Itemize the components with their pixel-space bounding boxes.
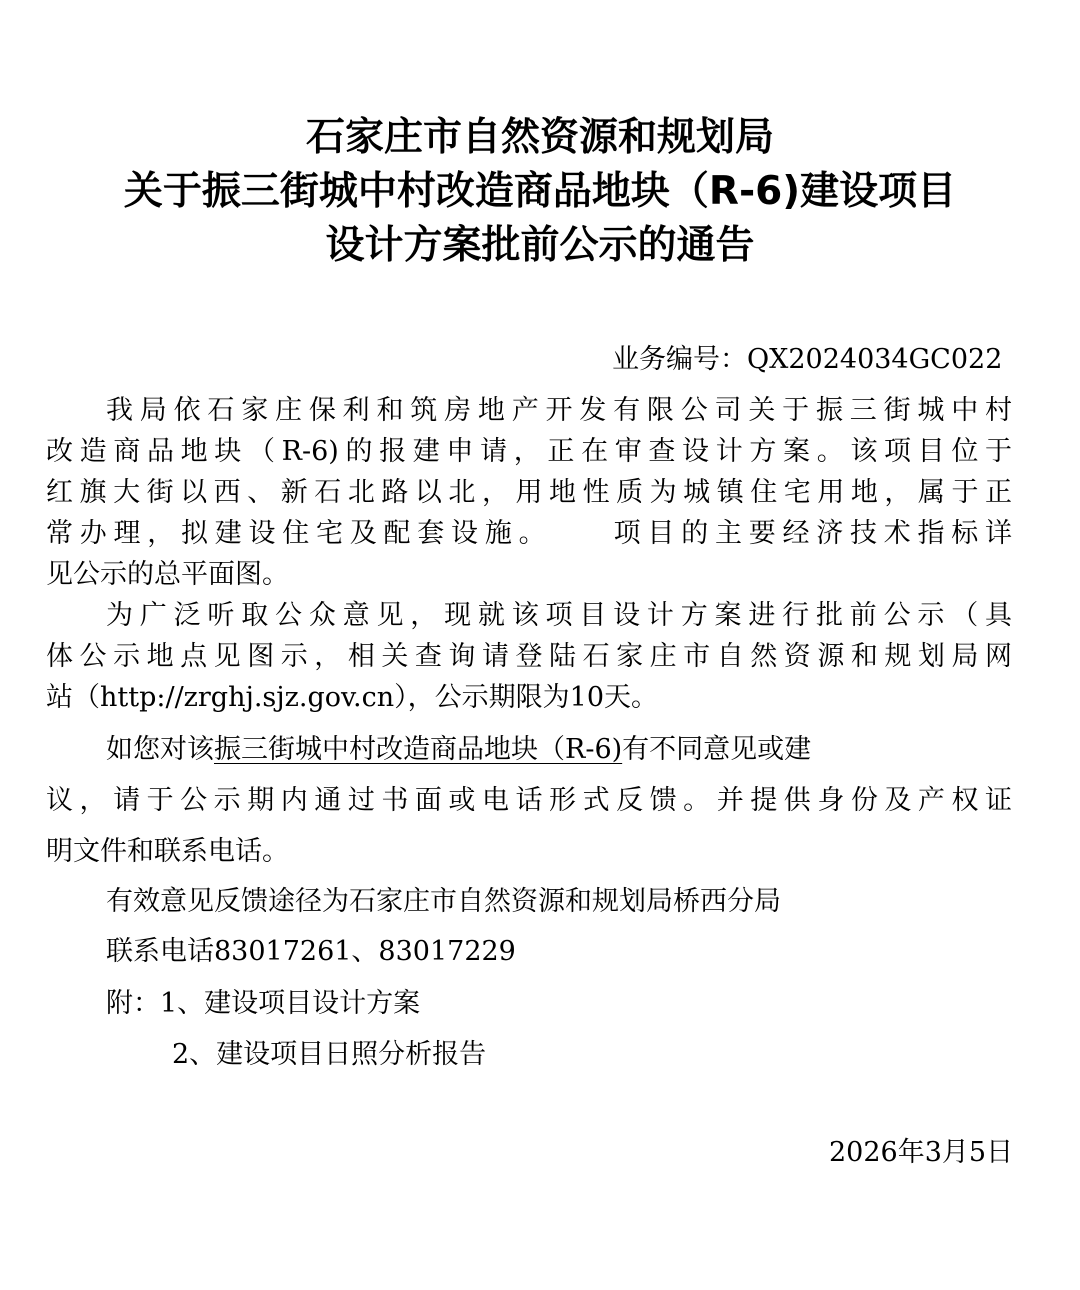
title-line-3: 设计方案批前公示的通告 xyxy=(325,223,755,268)
paragraph3-suffix: 有不同意见或建 xyxy=(622,734,812,765)
paragraph1-line1: 我局依石家庄保利和筑房地产开发有限公司关于振三街城中村 xyxy=(106,395,1012,426)
paragraph3-line1 xyxy=(106,731,811,769)
paragraph1-line4: 常办理，拟建设住宅及配套设施。 项目的主要经济技术指标详 xyxy=(46,518,1012,549)
business-number: 业务编号：QX2024034GC022 xyxy=(612,344,1003,375)
title-line-2: 关于振三街城中村改造商品地块（R-6)建设项目 xyxy=(123,169,957,214)
title-line-1: 石家庄市自然资源和规划局 xyxy=(305,115,774,160)
notice-date: 2026年3月5日 xyxy=(829,1137,1014,1168)
paragraph2-line1: 为广泛听取公众意见，现就该项目设计方案进行批前公示（具 xyxy=(106,600,1012,631)
paragraph3-line2: 议，请于公示期内通过书面或电话形式反馈。并提供身份及产权证 xyxy=(46,785,1012,816)
attachment-item-1: 附：1、建设项目设计方案 xyxy=(106,988,421,1019)
paragraph2-line3: 站（http://zrghj.sjz.gov.cn），公示期限为10天。 xyxy=(46,682,658,713)
contact-phone: 联系电话83017261、83017229 xyxy=(106,936,516,967)
paragraph1-line2: 改造商品地块（R-6)的报建申请，正在审查设计方案。该项目位于 xyxy=(46,436,1012,467)
paragraph3-line3: 明文件和联系电话。 xyxy=(46,836,289,867)
attachment-item-2: 2、建设项目日照分析报告 xyxy=(172,1039,487,1070)
feedback-channel: 有效意见反馈途径为石家庄市自然资源和规划局桥西分局 xyxy=(106,886,781,917)
paragraph1-line5: 见公示的总平面图。 xyxy=(46,559,289,590)
paragraph2-line2: 体公示地点见图示，相关查询请登陆石家庄市自然资源和规划局网 xyxy=(46,641,1012,672)
paragraph3-prefix: 如您对该 xyxy=(106,734,214,765)
project-name-underlined: 振三街城中村改造商品地块（R-6) xyxy=(214,734,623,765)
paragraph1-line3: 红旗大街以西、新石北路以北，用地性质为城镇住宅用地，属于正 xyxy=(46,477,1012,508)
